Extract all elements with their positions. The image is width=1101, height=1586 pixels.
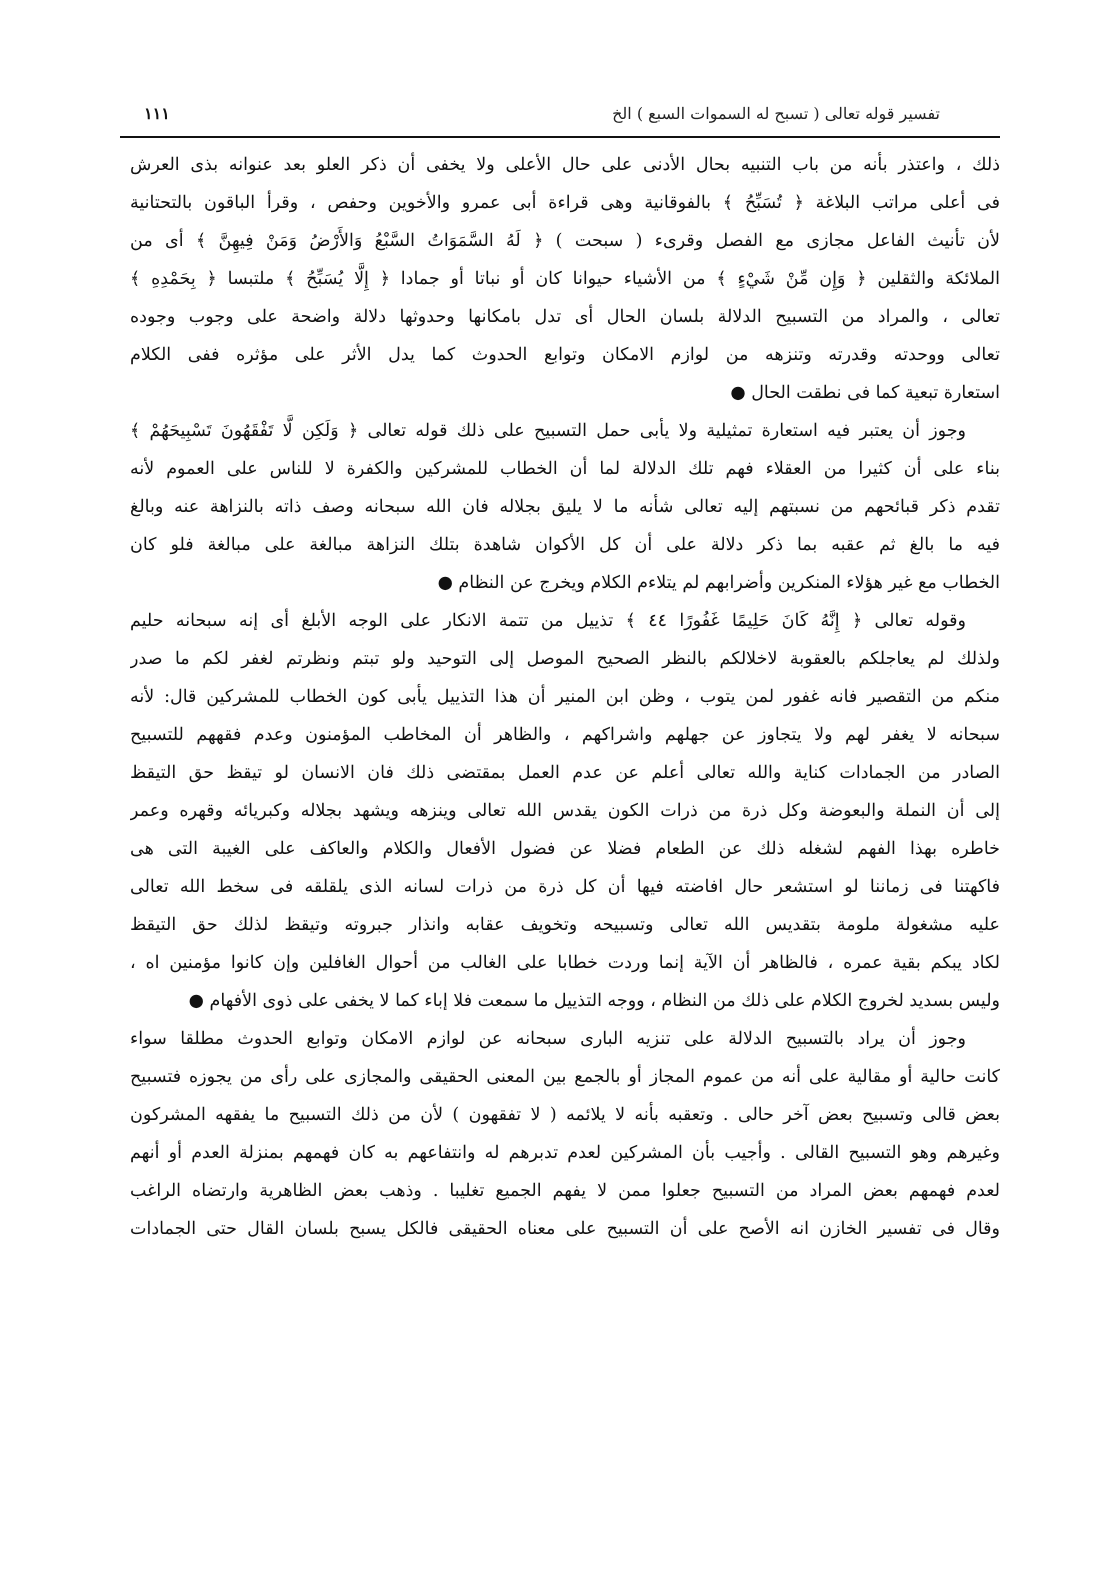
text-line: فاكهتنا فى زماننا لو استشعر حال افاضته فيها أن كل ذرة من ذرات لسانه الذى يلقلقه فى سخط الله تعالى [130, 877, 1000, 897]
text-line: وليس بسديد لخروج الكلام على ذلك من النظام ، ووجه التذييل ما سمعت فلا إباء كما لا يخفى على ذوى الأفهام ● [188, 991, 1000, 1011]
body-text [130, 146, 1000, 1248]
text-line: وجوز أن يعتبر فيه استعارة تمثيلية ولا يأبى حمل التسبيح على ذلك قوله تعالى ﴿ وَلَكِن لَّا تَفْقَهُونَ تَسْبِيحَهُمْ ﴾ [130, 421, 966, 441]
text-line: لأن تأنيث الفاعل مجازى مع الفصل وقرىء ( سبحت ) ﴿ لَهُ السَّمَوَاتُ السَّبْعُ وَالأَرْضُ وَمَنْ فِيهِنَّ ﴾ أى من [130, 231, 1000, 251]
text-line: بعض قالى وتسبيح بعض آخر حالى . وتعقبه بأنه لا يلائمه ( لا تفقهون ) لأن من ذلك التسبيح ما يفقهه المشركون [130, 1105, 1000, 1125]
text-line: ذلك ، واعتذر بأنه من باب التنبيه بحال الأدنى على حال الأعلى ولا يخفى أن ذكر العلو بعد عنوانه بذى العرش [130, 155, 1000, 175]
text-line: استعارة تبعية كما فى نطقت الحال ● [730, 383, 1000, 403]
text-line: تعالى ووحدته وقدرته وتنزهه من لوازم الامكان وتوابع الحدوث كما يدل الأثر على مؤثره ففى الكلام [130, 345, 1000, 365]
text-line: فيه ما بالغ ثم عقبه بما ذكر دلالة على أن كل الأكوان شاهدة بتلك النزاهة مبالغة على مبالغة فلو كان [130, 535, 1000, 555]
running-header [120, 100, 1000, 136]
text-line: الصادر من الجمادات كناية والله تعالى أعلم عن عدم العمل بمقتضى ذلك فان الانسان لو تيقظ حق التيقظ [130, 763, 1000, 783]
text-line: عليه مشغولة ملومة بتقديس الله تعالى وتسبيحه وتخويف عقابه وانذار جبروته وتيقظ لذلك حق التيقظ [130, 915, 1000, 935]
header-divider [120, 136, 1000, 138]
text-line: وقال فى تفسير الخازن انه الأصح على أن التسبيح على معناه الحقيقى فالكل يسبح بلسان القال حتى الجمادات [130, 1219, 1000, 1239]
text-line: تقدم ذكر قبائحهم من نسبتهم إليه تعالى شأنه ما لا يليق بجلاله فان الله سبحانه وصف ذاته بالنزاهة عنه وبالغ [130, 497, 1000, 517]
text-line: وجوز أن يراد بالتسبيح الدلالة على تنزيه البارى سبحانه عن لوازم الامكان وتوابع الحدوث مطلقا سواء [130, 1029, 966, 1049]
text-line: وقوله تعالى ﴿ إِنَّهُ كَانَ حَلِيمًا غَفُورًا ٤٤ ﴾ تذييل من تتمة الانكار على الوجه الأبلغ أى إنه سبحانه حليم [130, 611, 966, 631]
text-line: وغيرهم وهو التسبيح القالى . وأجيب بأن المشركين لعدم تدبرهم له وانتفاعهم به كان فهمهم بمنزلة العدم أو أنهم [130, 1143, 1000, 1163]
text-line: لعدم فهمهم بعض المراد من التسبيح جعلوا ممن لا يفهم الجميع تغليبا . وذهب بعض الظاهرية وارتضاه الراغب [130, 1181, 1000, 1201]
text-line: ولذلك لم يعاجلكم بالعقوبة لاخلالكم بالنظر الصحيح الموصل إلى التوحيد ولو تبتم ونظرتم لغفر لكم ما صدر [130, 649, 1000, 669]
text-line: الملائكة والثقلين ﴿ وَإِن مِّنْ شَيْءٍ ﴾ من الأشياء حيوانا كان أو نباتا أو جمادا ﴿ إِلَّا يُسَبِّحُ ﴾ ملتبسا ﴿ بِحَمْدِهِ ﴾ [130, 269, 1000, 289]
text-line: إلى أن النملة والبعوضة وكل ذرة من ذرات الكون يقدس الله تعالى وينزهه ويشهد بجلاله وكبريائه وقهره وعمر [130, 801, 1000, 821]
page-number: ١١١ [144, 104, 170, 123]
text-line: تعالى ، والمراد من التسبيح الدلالة بلسان الحال أى تدل بامكانها وحدوثها دلالة واضحة على وجوب وجوده [130, 307, 1000, 327]
header-title: تفسير قوله تعالى ( تسبح له السموات السبع ) الخ [612, 104, 940, 123]
text-line: لكاد يبكم بقية عمره ، فالظاهر أن الآية إنما وردت خطابا على الغالب من أحوال الغافلين وإن كانوا مؤمنين اه ، [130, 953, 1000, 973]
text-line: منكم من التقصير فانه غفور لمن يتوب ، وظن ابن المنير أن هذا التذييل يأبى كون الخطاب للمشركين قال: لأنه [130, 687, 1000, 707]
text-line: فى أعلى مراتب البلاغة ﴿ تُسَبِّحُ ﴾ بالفوقانية وهى قراءة أبى عمرو والأخوين وحفص ، وقرأ الباقون بالتحتانية [130, 193, 1000, 213]
text-line: بناء على أن كثيرا من العقلاء فهم تلك الدلالة لما أن الخطاب للمشركين والكفرة لا للناس على العموم لأنه [130, 459, 1000, 479]
text-line: الخطاب مع غير هؤلاء المنكرين وأضرابهم لم يتلاءم الكلام ويخرج عن النظام ● [437, 573, 1000, 593]
text-line: كانت حالية أو مقالية على أنه من عموم المجاز أو بالجمع بين المعنى الحقيقى والمجازى على رأى من يجوزه فتسبيح [130, 1067, 1000, 1087]
text-line: سبحانه لا يغفر لهم ولا يتجاوز عن جهلهم واشراكهم ، والظاهر أن المخاطب المؤمنون وعدم فقههم للتسبيح [130, 725, 1000, 745]
text-line: خاطره بهذا الفهم لشغله ذلك عن الطعام فضلا عن فضول الأفعال والكلام والعاكف على الغيبة التى هى [130, 839, 1000, 859]
